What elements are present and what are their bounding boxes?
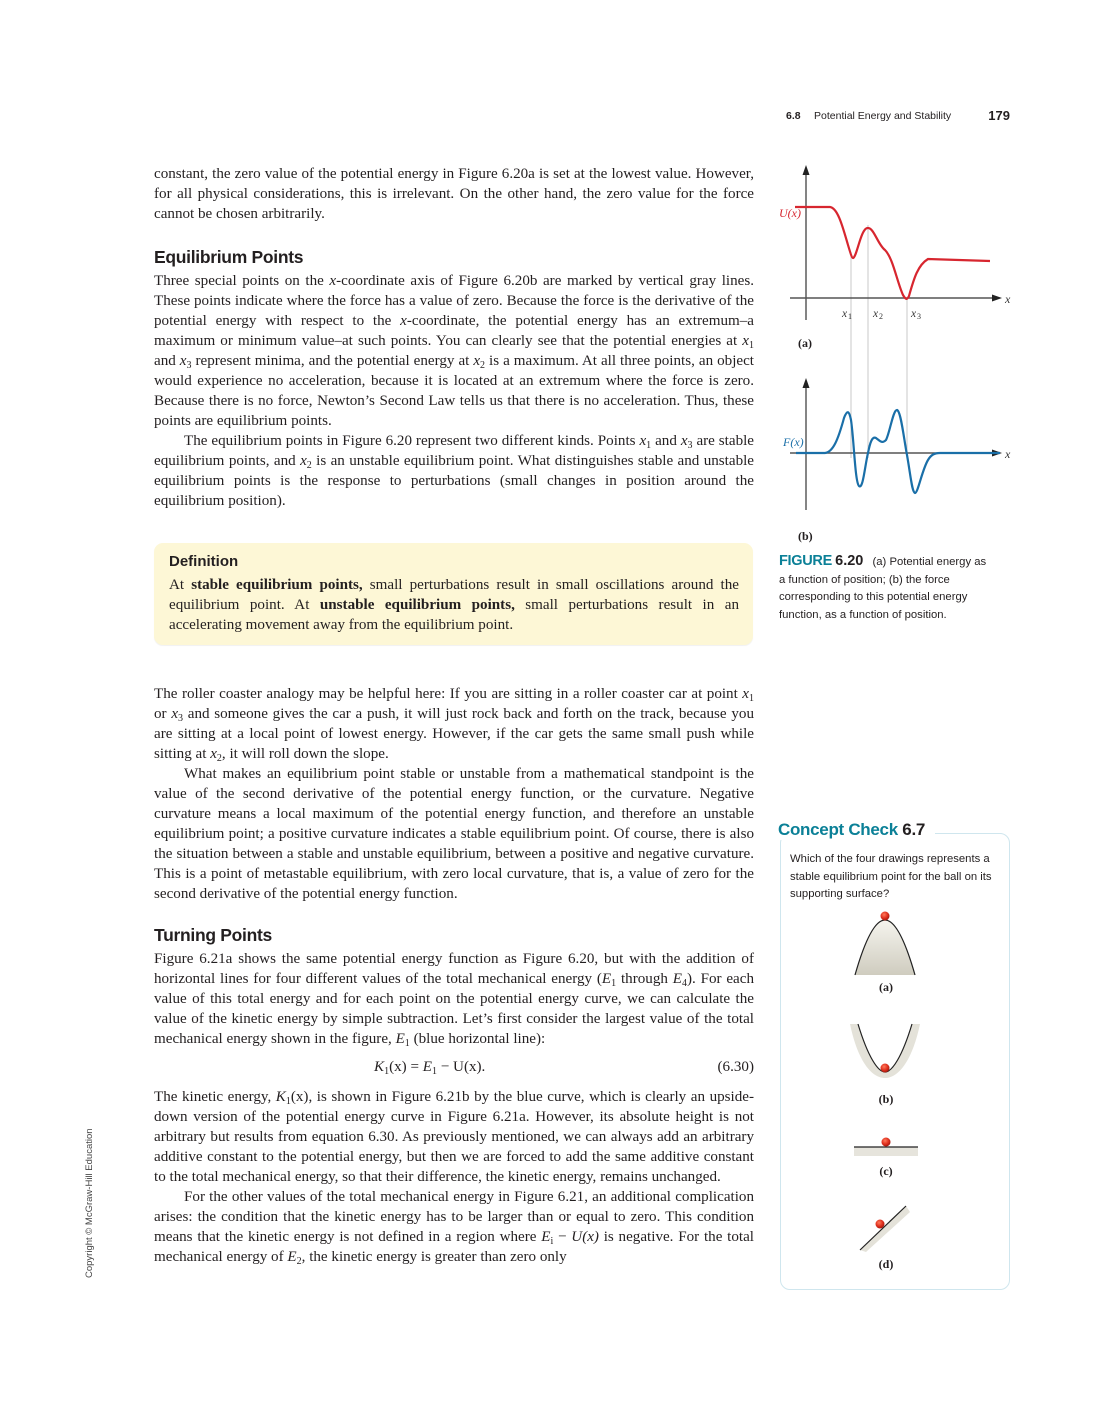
svg-text:x: x [911,308,917,320]
svg-text:x: x [1005,447,1011,461]
turning-points-paragraph: Figure 6.21a shows the same potential energy function as Figure 6.20, but with the addition of horizontal lines for four different values of the total mechanical energy ($E_1$ through $E_4$). For each value of this total energy and for each point on the potential energy curve, we can calculate the value of the kinetic energy by simple subtraction. Let’s first consider the largest value of the total mechanical energy shown in the figure, $E_1$ (blue horizontal line): [154,951,754,1049]
flat-surface-ball-icon[interactable] [840,1132,930,1162]
option-c-label: (c) [879,1164,893,1178]
curvature-paragraph: What makes an equilibrium point stable or unstable from a mathematical standpoint is the value of the second derivative of the potential energy function, or the curvature. Negative curvature means a local maximum of the potential energy function, and therefore an unstable equilibrium point; a positive curvature indicates a stable equilibrium point. Of course, there is also the situation between a stable and unstable equilibrium, between a positive and negative curvature. This is a point of metastable equilibrium, with zero local curvature, that is, a value of zero for the second derivative of the potential energy function. [154,766,754,902]
equation-6-30 [154,1057,754,1079]
running-header [786,108,1010,126]
equilibrium-paragraph-1: Three special points on the x-coordinate axis of Figure 6.20b are marked by vertical gray lines. These points indicate where the force has a value of zero. Because the force is the derivative of the potential energy with respect to the x-coordinate, the potential energy has an extremum–a maximum or minimum value–at such points. You can clearly see that the potential energies at $x_1$ and $x_3$ represent minima, and the potential energy at $x_2$ is a maximum. At all three points, an object would experience no acceleration, because it is located at an extremum where the force is zero. Because there is no force, Newton’s Second Law tells us that there is no acceleration. Thus, these points are equilibrium points. [154,273,754,429]
copyright-notice: Copyright © McGraw-Hill Education [84,1128,95,1278]
figure-caption [779,553,989,624]
text-block-top [154,164,754,511]
section-number: 6.8 [786,110,801,122]
definition-box [154,543,753,645]
equation-number: (6.30) [717,1059,754,1075]
u-axis-label: U(x) [779,206,801,220]
figure-label: FIGURE [779,553,832,569]
svg-text:3: 3 [917,312,921,321]
option-d-label: (d) [878,1257,894,1271]
figure-6-20 [775,155,1025,543]
section-title: Potential Energy and Stability [814,110,952,122]
concept-check-question: Which of the four drawings represents a stable equilibrium point for the ball on its supporting surface? [790,853,992,900]
f-axis-label: F(x) [783,435,804,449]
hill-top-ball-icon[interactable] [840,910,930,980]
text-block-bottom [154,684,754,1267]
svg-text:(b): (b) [798,529,813,543]
roller-coaster-paragraph: The roller coaster analogy may be helpful here: If you are sitting in a roller coaster car at point $x_1$ or $x_3$ and someone gives the car a push, it will just rock back and forth on the track, because you are sitting at a local point of lowest energy. However, if the car gets the same small push while sitting at $x_2$, it will roll down the slope. [154,686,754,764]
kinetic-energy-paragraph: The kinetic energy, $K_1(x)$, is shown in Figure 6.21b by the blue curve, which is clearly an upside-down version of the potential energy curve in Figure 6.21a. However, its absolute height is not arbitrary but results from equation 6.30. As previously mentioned, we can always add an arbitrary additive constant to the potential energy, but then we are forced to add the same additive constant to the total mechanical energy, so that their difference, the kinetic energy, remains unchanged. [154,1089,755,1185]
valley-bottom-ball-icon[interactable] [840,1022,930,1077]
intro-paragraph: constant, the zero value of the potential energy in Figure 6.20a is set at the lowest value. However, for all physical considerations, this is irrelevant. On the other hand, the zero value for the force cannot be chosen arbitrarily. [154,166,754,222]
figure-number: 6.20 [835,553,864,569]
option-a-label: (a) [879,980,893,994]
page-number: 179 [988,108,1010,123]
figure-caption-text: (a) Potential energy as a function of position; (b) the force corresponding to this potential energy function, as a function of position. [779,556,987,621]
svg-text:x: x [842,308,848,320]
potential-and-force-graphs [775,155,1025,543]
section-heading-equilibrium: Equilibrium Points [154,247,304,267]
svg-text:x: x [873,308,879,320]
svg-text:x: x [1005,292,1011,306]
concept-check-title: Concept Check 6.7 [778,820,935,840]
definition-text: At stable equilibrium points, small perturbations result in small oscillations around the equilibrium point. At unstable equilibrium points, small perturbations result in an accelerating movement away from the equilibrium point. [169,577,739,633]
option-b-label: (b) [878,1092,894,1106]
stable-equilibrium-term: stable equilibrium points, [191,577,363,593]
incline-ball-icon[interactable] [840,1202,930,1252]
equilibrium-paragraph-2: The equilibrium points in Figure 6.20 represent two different kinds. Points $x_1$ and $x_3$ are stable equilibrium points, and $x_2$ is an unstable equilibrium point. What distinguishes stable and unstable equilibrium points is the response to perturbations (small changes in position around the equilibrium position). [154,433,755,509]
svg-text:(a): (a) [798,336,812,350]
svg-text:1: 1 [848,312,852,321]
unstable-equilibrium-term: unstable equilibrium points, [319,597,515,613]
equation-body: $K_1(x) = E_1 - U(x)$. [374,1059,486,1077]
definition-title: Definition [169,553,239,570]
svg-text:2: 2 [879,312,883,321]
section-heading-turning-points: Turning Points [154,925,272,945]
other-energies-paragraph: For the other values of the total mechanical energy in Figure 6.21, an additional complication arises: the condition that the kinetic energy has to be larger than or equal to zero. This condition means that the kinetic energy is not defined in a region where $E_i - U(x)$ is negative. For the total mechanical energy of $E_2$, the kinetic energy is greater than zero only [154,1189,755,1267]
